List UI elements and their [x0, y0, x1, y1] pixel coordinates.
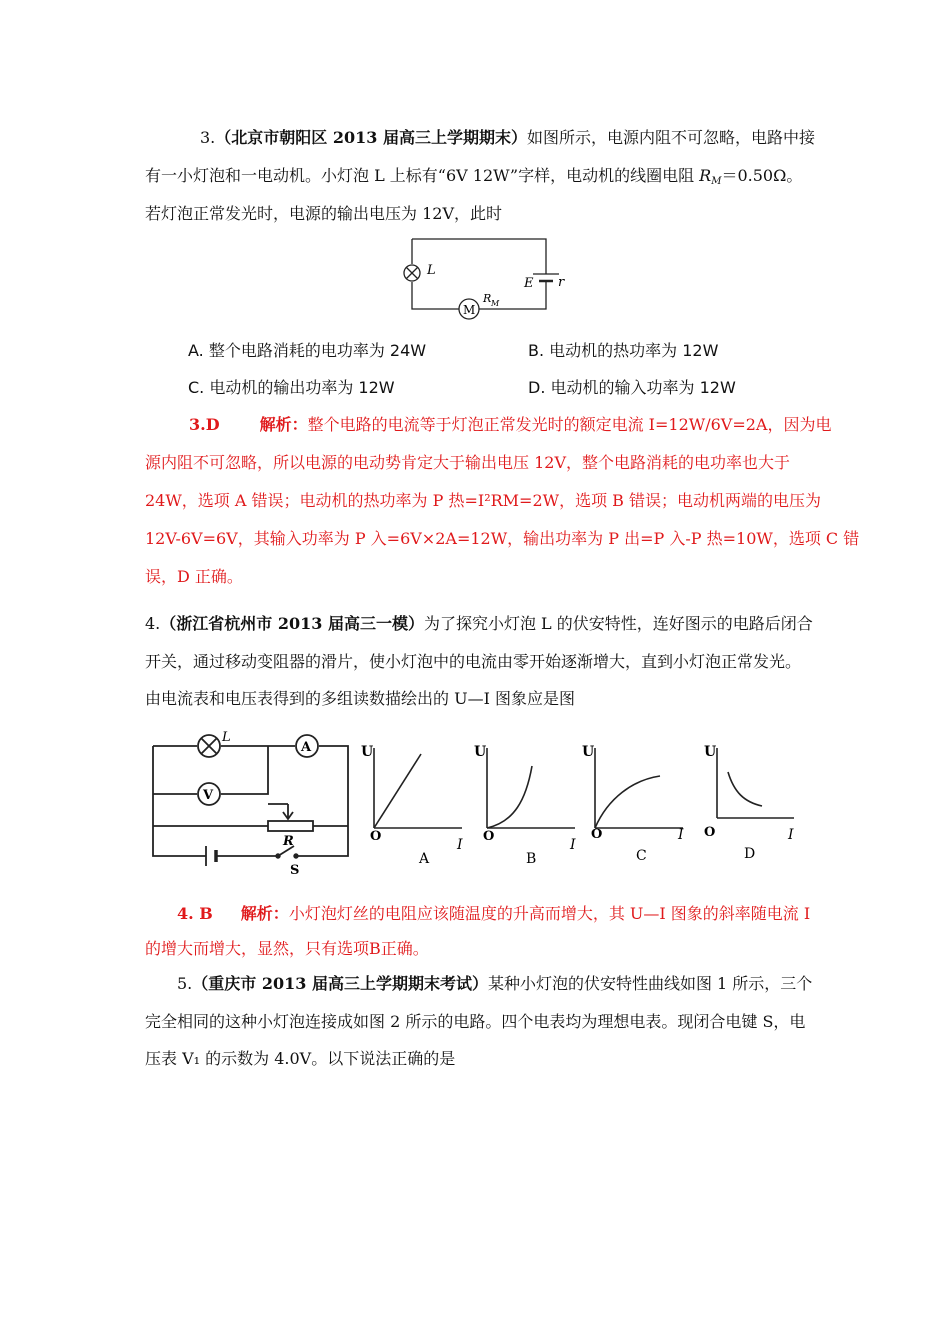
q4-number: 4.	[145, 614, 161, 633]
q3-option-d: D. 电动机的输入功率为 12W	[528, 378, 736, 397]
q3-rm-label: R	[483, 292, 492, 305]
graph-c-curve	[595, 776, 660, 828]
q4-line-1	[145, 614, 813, 634]
q4-line-2: 开关，通过移动变阻器的滑片，使小灯泡中的电流由零开始逐渐增大，直到小灯泡正常发光。	[145, 652, 802, 671]
graph-c-origin: O	[591, 827, 603, 842]
q5-number: 5.	[177, 974, 193, 993]
q4-ammeter-label: A	[301, 740, 312, 755]
q3-option-c: C. 电动机的输出功率为 12W	[188, 378, 395, 397]
q4-wire-main	[153, 746, 348, 856]
q3-option-a: A. 整个电路消耗的电功率为 24W	[188, 341, 427, 360]
q3-rm-label-sub: M	[491, 299, 500, 308]
q4-wire-voltmeter	[153, 746, 268, 794]
q3-option-b: B. 电动机的热功率为 12W	[528, 341, 719, 360]
q3-rm-subscript: M	[711, 176, 722, 187]
q3-answer-label: 3.D	[189, 415, 220, 434]
graph-d-label: D	[744, 846, 756, 862]
graph-d-i-label: I	[788, 827, 794, 843]
graph-a-origin: O	[370, 829, 382, 844]
q3-analysis-1: 整个电路的电流等于灯泡正常发光时的额定电流 I=12W/6V=2A，因为电	[307, 415, 832, 434]
q3-rm-symbol: R	[699, 166, 712, 185]
q3-line-3: 若灯泡正常发光时，电源的输出电压为 12V，此时	[145, 204, 503, 223]
q5-text-1: 某种小灯泡的伏安特性曲线如图 1 所示，三个	[487, 974, 813, 993]
q4-voltmeter-label: V	[203, 788, 214, 803]
q5-source: （重庆市 2013 届高三上学期期末考试）	[192, 974, 488, 993]
graph-a-i-label: I	[457, 837, 463, 853]
q4-graph-d	[700, 736, 810, 868]
q4-text-1: 为了探究小灯泡 L 的伏安特性，连好图示的电路后闭合	[423, 614, 813, 633]
q3-line-1	[200, 128, 815, 148]
q3-wire-bottom	[412, 282, 459, 309]
graph-b-origin: O	[483, 829, 495, 844]
q4-analysis-label: 解析：	[240, 904, 289, 923]
q3-number: 3.	[200, 128, 216, 147]
q3-analysis-label: 解析：	[259, 415, 308, 434]
q4-rheostat-icon	[268, 821, 313, 831]
q4-rheostat-label: R	[283, 834, 294, 849]
graph-d-origin: O	[704, 825, 716, 840]
q4-wire-left	[153, 746, 206, 856]
q3-source: （北京市朝阳区 2013 届高三上学期期末）	[215, 128, 527, 147]
q3-text-2a: 有一小灯泡和一电动机。小灯泡 L 上标有“6V 12W”字样，电动机的线圈电阻	[145, 166, 700, 185]
q4-lamp-cross	[201, 738, 217, 754]
graph-b-curve	[487, 766, 532, 828]
q4-source: （浙江省杭州市 2013 届高三一模）	[160, 614, 424, 633]
q3-circuit-diagram	[395, 232, 575, 332]
graph-d-curve	[728, 772, 762, 806]
q3-lamp-cross	[406, 267, 418, 279]
q4-answer-line-2: 的增大而增大，显然，只有选项B正确。	[145, 939, 429, 958]
graph-c-label: C	[636, 848, 647, 864]
q5-line-1	[177, 974, 812, 994]
q3-r-label: r	[558, 275, 565, 290]
q4-analysis-1: 小灯泡灯丝的电阻应该随温度的升高而增大，其 U—I 图象的斜率随电流 I	[288, 904, 811, 923]
q4-switch-label: S	[290, 863, 300, 878]
q4-lamp-label: L	[222, 730, 231, 745]
q3-text-2b: ＝0.50Ω。	[721, 166, 803, 185]
q4-graph-b	[470, 736, 585, 868]
q3-answer-line-1	[189, 415, 831, 435]
graph-c-i-label: I	[678, 827, 684, 843]
graph-b-i-label: I	[570, 837, 576, 853]
q4-circuit-diagram	[148, 728, 358, 878]
graph-d-u-label: U	[704, 744, 717, 760]
q4-graph-a	[357, 736, 472, 868]
q4-answer-line-1	[177, 904, 810, 924]
graph-c-u-label: U	[582, 744, 595, 760]
q3-answer-line-4: 12V-6V=6V，其输入功率为 P 入=6V×2A=12W，输出功率为 P 出=P 入-P 热=10W，选项 C 错	[145, 529, 860, 548]
q5-line-2: 完全相同的这种小灯泡连接成如图 2 所示的电路。四个电表均为理想电表。现闭合电键 S，电	[145, 1012, 806, 1031]
q3-answer-line-5: 误，D 正确。	[145, 567, 243, 586]
q4-graph-c	[578, 736, 693, 868]
graph-b-u-label: U	[474, 744, 487, 760]
q3-answer-line-2: 源内阻不可忽略，所以电源的电动势肯定大于输出电压 12V，整个电路消耗的电功率也大于	[145, 453, 791, 472]
q3-motor-symbol: M	[463, 303, 476, 317]
graph-a-u-label: U	[361, 744, 374, 760]
q3-text-1: 如图所示，电源内阻不可忽略，电路中接	[526, 128, 815, 147]
q3-answer-line-3: 24W，选项 A 错误；电动机的热功率为 P 热=I²RM=2W，选项 B 错误；电动机两端的电压为	[145, 491, 822, 510]
q5-line-3: 压表 V₁ 的示数为 4.0V。以下说法正确的是	[145, 1049, 456, 1068]
graph-a-label: A	[419, 851, 430, 867]
q4-line-3: 由电流表和电压表得到的多组读数描绘出的 U—I 图象应是图	[145, 689, 575, 708]
q3-line-2	[145, 166, 802, 192]
q3-lamp-label: L	[427, 263, 436, 278]
graph-a-curve	[374, 754, 421, 828]
q3-emf-label: E	[524, 276, 534, 291]
graph-b-label: B	[526, 851, 537, 867]
q4-answer-label: 4. B	[177, 904, 213, 923]
